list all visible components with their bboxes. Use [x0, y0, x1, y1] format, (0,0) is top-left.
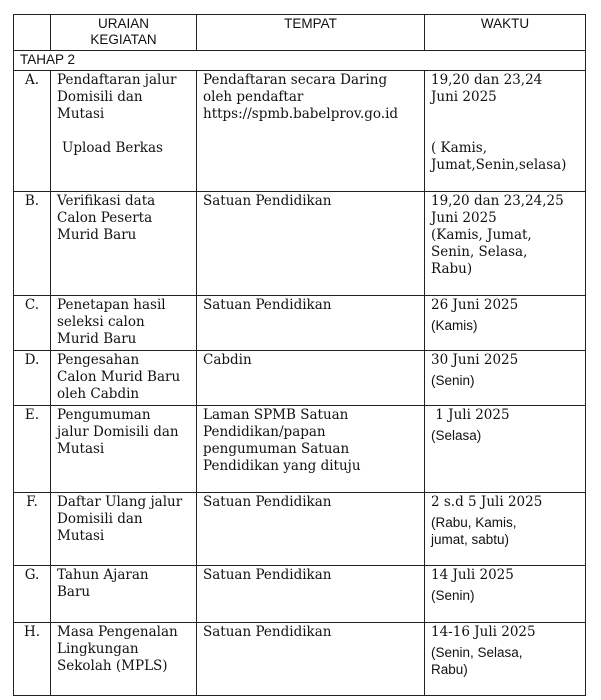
header-tempat: TEMPAT — [197, 15, 425, 51]
kegiatan-cell — [51, 71, 197, 192]
waktu-note: (Senin) — [431, 588, 475, 603]
row-number: A. — [14, 71, 51, 192]
header-row — [14, 15, 586, 51]
tempat-cell: Satuan Pendidikan — [197, 493, 425, 566]
kegiatan-cell: Pengumuman jalur Domisili dan Mutasi — [51, 406, 197, 493]
table-row — [14, 192, 586, 296]
waktu-text: 1 Juli 2025 — [431, 407, 510, 423]
waktu-text: 30 Juni 2025 — [431, 352, 519, 368]
header-kegiatan: URAIAN KEGIATAN — [51, 15, 197, 51]
waktu-cell — [425, 623, 586, 696]
row-number: D. — [14, 351, 51, 406]
tempat-cell: Cabdin — [197, 351, 425, 406]
header-no-cell — [14, 15, 51, 51]
tempat-cell: Satuan Pendidikan — [197, 192, 425, 296]
waktu-cell — [425, 296, 586, 351]
row-number: F. — [14, 493, 51, 566]
waktu-cell — [425, 351, 586, 406]
waktu-cell — [425, 406, 586, 493]
tempat-cell: Satuan Pendidikan — [197, 566, 425, 623]
row-number: G. — [14, 566, 51, 623]
waktu-note: ( Kamis, Jumat,Senin,selasa) — [431, 140, 567, 173]
waktu-note: (Senin) — [431, 373, 475, 388]
waktu-note: (Selasa) — [431, 428, 482, 443]
table-row — [14, 493, 586, 566]
table-row — [14, 406, 586, 493]
waktu-text: 26 Juni 2025 — [431, 297, 519, 313]
table-row — [14, 296, 586, 351]
table-row — [14, 623, 586, 696]
kegiatan-text: Pendaftaran jalur Domisili dan Mutasi — [57, 72, 177, 122]
tempat-cell: Satuan Pendidikan — [197, 296, 425, 351]
kegiatan-extra-text: Upload Berkas — [62, 140, 163, 156]
table-row — [14, 351, 586, 406]
row-number: C. — [14, 296, 51, 351]
waktu-cell: 19,20 dan 23,24,25 Juni 2025 (Kamis, Jumat, Senin, Selasa, Rabu) — [425, 192, 586, 296]
waktu-note: (Rabu, Kamis, jumat, sabtu) — [431, 515, 517, 547]
row-number: E. — [14, 406, 51, 493]
kegiatan-cell: Pengesahan Calon Murid Baru oleh Cabdin — [51, 351, 197, 406]
header-waktu: WAKTU — [425, 15, 586, 51]
kegiatan-cell: Penetapan hasil seleksi calon Murid Baru — [51, 296, 197, 351]
schedule-table — [13, 14, 586, 696]
waktu-cell — [425, 71, 586, 192]
kegiatan-cell: Daftar Ulang jalur Domisili dan Mutasi — [51, 493, 197, 566]
waktu-cell — [425, 566, 586, 623]
waktu-text: 19,20 dan 23,24 Juni 2025 — [431, 72, 543, 105]
waktu-note: (Kamis) — [431, 318, 478, 333]
row-number: H. — [14, 623, 51, 696]
stage-row — [14, 51, 586, 71]
waktu-note: (Senin, Selasa, Rabu) — [431, 645, 523, 677]
waktu-text: 14-16 Juli 2025 — [431, 624, 536, 640]
tempat-cell: Satuan Pendidikan — [197, 623, 425, 696]
tempat-cell: Pendaftaran secara Daring oleh pendaftar https://spmb.babelprov.go.id — [197, 71, 425, 192]
kegiatan-cell: Masa Pengenalan Lingkungan Sekolah (MPLS) — [51, 623, 197, 696]
stage-label: TAHAP 2 — [14, 51, 586, 71]
kegiatan-cell: Verifikasi data Calon Peserta Murid Baru — [51, 192, 197, 296]
waktu-cell — [425, 493, 586, 566]
row-number: B. — [14, 192, 51, 296]
waktu-text: 14 Juli 2025 — [431, 567, 514, 583]
tempat-cell: Laman SPMB Satuan Pendidikan/papan pengumuman Satuan Pendidikan yang dituju — [197, 406, 425, 493]
kegiatan-cell: Tahun Ajaran Baru — [51, 566, 197, 623]
table-row — [14, 566, 586, 623]
waktu-text: 2 s.d 5 Juli 2025 — [431, 494, 543, 510]
table-row — [14, 71, 586, 192]
